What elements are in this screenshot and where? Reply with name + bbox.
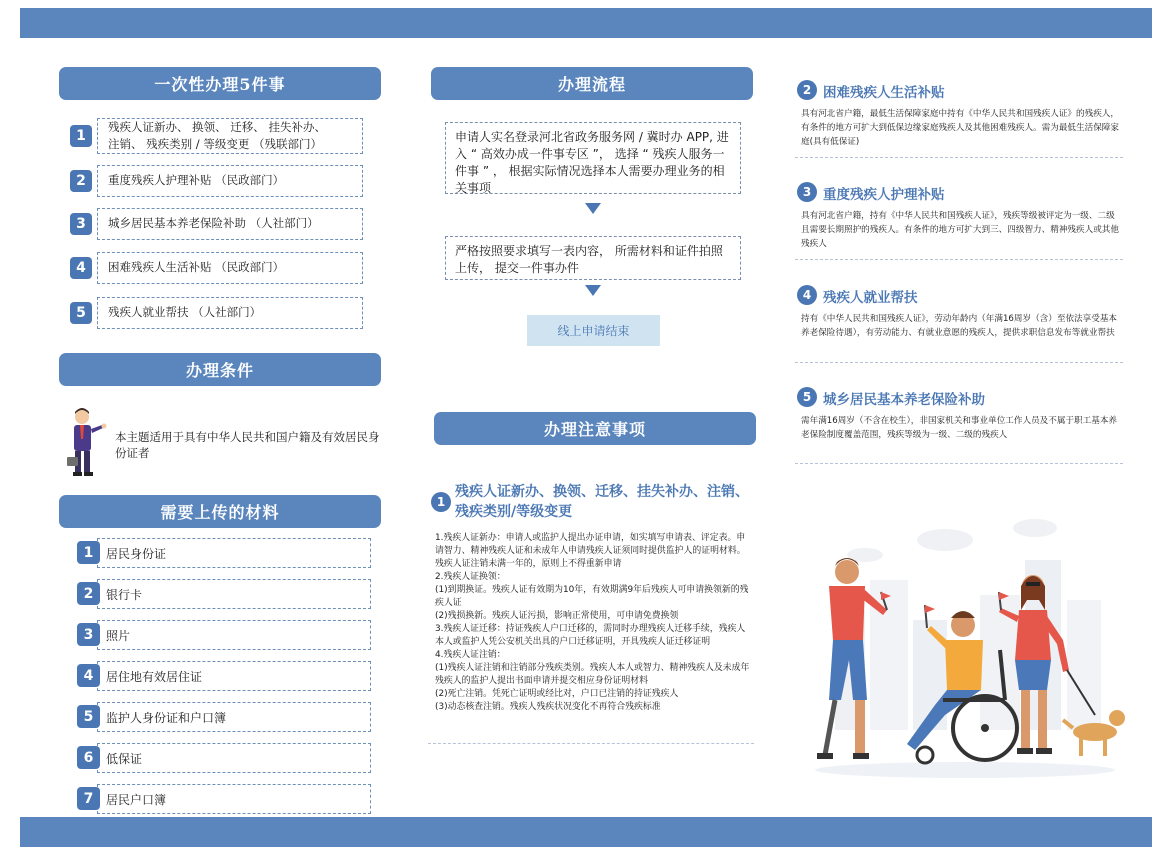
people-illustration — [795, 500, 1130, 785]
material-item-number: 4 — [77, 664, 100, 687]
material-item-number: 2 — [77, 582, 100, 605]
notice-title: 办理注意事项 — [434, 412, 756, 445]
right-section-number: 2 — [797, 80, 817, 100]
conditions-text: 本主题适用于具有中华人民共和国户籍及有效居民身份证者 — [115, 430, 380, 460]
notice-body — [435, 532, 753, 714]
right-section-body: 具有河北省户籍，最低生活保障家庭中持有《中华人民共和国残疾人证》的残疾人，有条件的地方可扩大到低保边缘家庭残疾人及其他困难残疾人。需为最低生活保障家庭(具有低保证) — [801, 109, 1119, 147]
once-title: 一次性办理5件事 — [59, 67, 381, 100]
notice-line: 2.残疾人证换领： — [435, 572, 506, 582]
material-item-text: 居民户口簿 — [106, 793, 167, 807]
material-item-number: 5 — [77, 705, 100, 728]
right-section-title: 困难残疾人生活补贴 — [823, 85, 945, 101]
material-item-number: 1 — [77, 541, 100, 564]
once-item-text: 城乡居民基本养老保险补助 （人社部门） — [108, 216, 319, 230]
right-section-divider — [795, 362, 1123, 363]
right-section-body: 需年满16周岁（不含在校生），非国家机关和事业单位工作人员及不属于职工基本养老保险制度覆盖范围，残疾等级为一级、二级的残疾人 — [801, 416, 1118, 440]
right-section-divider — [795, 463, 1123, 464]
once-item-text: 残疾人就业帮扶 （人社部门） — [108, 305, 262, 319]
once-item-number: 4 — [70, 257, 92, 279]
once-item-text: 困难残疾人生活补贴 （民政部门） — [108, 260, 285, 274]
notice-line: 3.残疾人证迁移：持证残疾人户口迁移的，需同时办理残疾人迁移手续，残疾人本人或监护人凭公安机关出具的户口迁移证明，开具残疾人证迁移证明 — [435, 624, 746, 647]
materials-title: 需要上传的材料 — [59, 495, 381, 528]
right-section-body: 具有河北省户籍，持有《中华人民共和国残疾人证》，残疾等级被评定为一级、二级且需要长期照护的残疾人。有条件的地方可扩大到三、四级智力、精神残疾人或其他残疾人 — [801, 211, 1119, 249]
right-section-divider — [795, 259, 1123, 260]
right-section-divider — [795, 157, 1123, 158]
right-section-number: 3 — [797, 182, 817, 202]
once-item-number: 3 — [70, 213, 92, 235]
material-item-number: 7 — [77, 787, 100, 810]
right-section-body: 持有《中华人民共和国残疾人证》，劳动年龄内（年满16周岁（含）至依法享受基本养老保险待遇），有劳动能力、有就业意愿的残疾人，提供求职信息发布等就业帮扶 — [801, 314, 1118, 338]
notice-line: (2)死亡注销。凭死亡证明或经比对，户口已注销的持证残疾人 — [435, 689, 679, 699]
notice-line: (1)残疾人证注销和注销部分残疾类别。残疾人本人或智力、精神残疾人及未成年残疾人的监护人提出书面申请并提交相应身份证明材料 — [435, 663, 750, 686]
material-item-number: 3 — [77, 623, 100, 646]
right-section-number: 4 — [797, 285, 817, 305]
material-item-number: 6 — [77, 746, 100, 769]
material-item-text: 居住地有效居住证 — [106, 670, 203, 684]
top-banner — [20, 8, 1152, 38]
businessman-illustration — [62, 405, 108, 480]
material-item-text: 银行卡 — [106, 588, 143, 602]
flow-title: 办理流程 — [431, 67, 753, 100]
flow-arrow-2 — [585, 285, 601, 296]
right-section-title: 城乡居民基本养老保险补助 — [823, 392, 985, 408]
conditions-title: 办理条件 — [59, 353, 381, 386]
notice-number: 1 — [431, 492, 451, 512]
material-item-text: 居民身份证 — [106, 547, 167, 561]
right-section-title: 残疾人就业帮扶 — [823, 290, 918, 306]
material-item-text: 低保证 — [106, 752, 143, 766]
notice-line: 1.残疾人证新办：申请人或监护人提出办证申请，如实填写申请表、评定表。申请智力、精神残疾人证和未成年人申请残疾人证须同时提供监护人的证明材料。残疾人证注销未满一年的，原则上不得重新申请 — [435, 533, 746, 569]
notice-line: (3)动态核查注销。残疾人残疾状况变化不再符合残疾标准 — [435, 702, 661, 712]
material-item-text: 照片 — [106, 629, 131, 643]
notice-divider — [428, 743, 754, 744]
flow-end-box: 线上申请结束 — [527, 315, 660, 346]
flow-step-2: 严格按照要求填写一表内容， 所需材料和证件拍照上传， 提交一件事办件 — [445, 236, 741, 280]
once-item-text: 重度残疾人护理补贴 （民政部门） — [108, 173, 285, 187]
right-section-title: 重度残疾人护理补贴 — [823, 187, 945, 203]
once-item-number: 2 — [70, 170, 92, 192]
notice-line: (2)残损换新。残疾人证污损，影响正常使用，可申请免费换领 — [435, 611, 679, 621]
bottom-banner — [20, 817, 1152, 847]
material-item-text: 监护人身份证和户口簿 — [106, 711, 227, 725]
flow-arrow-1 — [585, 203, 601, 214]
flow-step-1: 申请人实名登录河北省政务服务网 / 冀时办 APP, 进入 “ 高效办成一件事专区 ”， 选择 “ 残疾人服务一件事 ” ， 根据实际情况选择本人需要办理业务的相关事项 — [445, 122, 741, 194]
once-item-number: 5 — [70, 302, 92, 324]
once-item-text: 残疾人证新办、 换领、 迁移、 挂失补办、 注销、 残疾类别 / 等级变更 （残联部门） — [108, 120, 326, 151]
notice-line: 4.残疾人证注销： — [435, 650, 506, 660]
once-item-number: 1 — [70, 125, 92, 147]
right-section-number: 5 — [797, 387, 817, 407]
notice-line: (1)到期换证。残疾人证有效期为10年，有效期满9年后残疾人可申请换领新的残疾人证 — [435, 585, 749, 608]
notice-heading: 残疾人证新办、换领、迁移、挂失补办、注销、残疾类别/等级变更 — [455, 484, 749, 520]
